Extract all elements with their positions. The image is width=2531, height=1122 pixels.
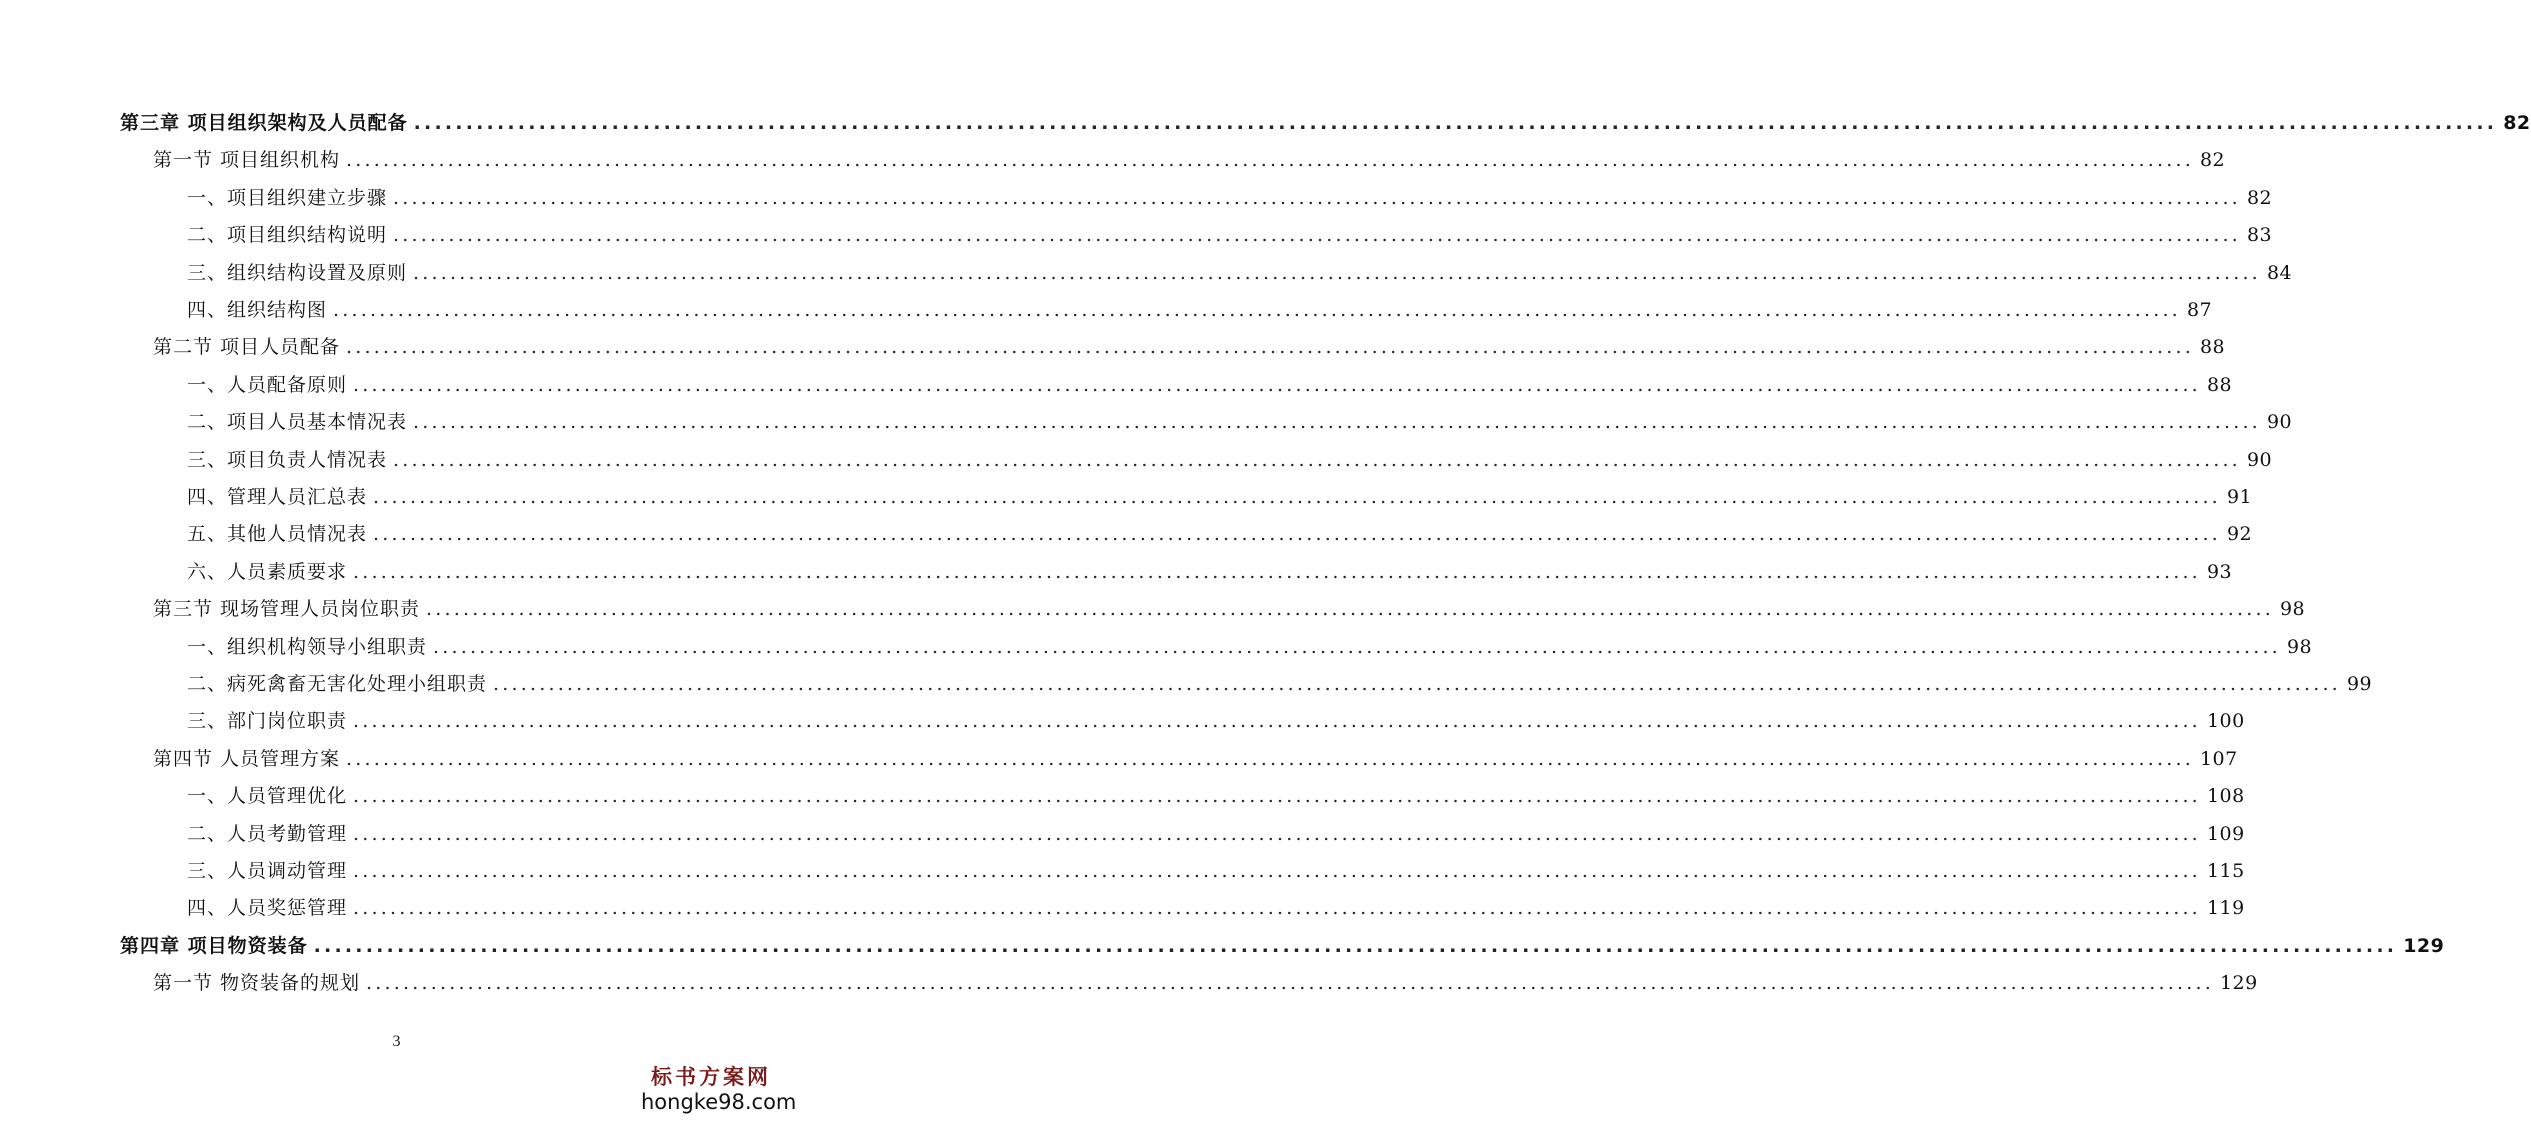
toc-entry-page: 82 — [2246, 186, 2273, 209]
toc-entry-title: 二、病死禽畜无害化处理小组职责 — [187, 673, 488, 695]
toc-entry-page: 84 — [2266, 261, 2293, 284]
toc-subsection-entry[interactable] — [187, 632, 2313, 662]
site-watermark — [641, 1064, 797, 1114]
toc-entry-page: 100 — [2206, 710, 2245, 733]
toc-entry-page: 87 — [2186, 299, 2213, 321]
toc-entry-page: 83 — [2246, 224, 2273, 247]
toc-entry-title: 四、人员奖惩管理 — [187, 897, 348, 920]
toc-entry-page: 82 — [2199, 149, 2226, 172]
toc-entry-page: 98 — [2279, 598, 2306, 621]
toc-entry-title: 第二节 项目人员配备 — [153, 336, 341, 359]
toc-entry-page: 88 — [2206, 373, 2233, 396]
toc-entry-title: 五、其他人员情况表 — [187, 523, 368, 546]
toc-dot-leader: ........................................................................................................................................................................................................ — [353, 822, 2201, 845]
toc-entry-title: 三、部门岗位职责 — [187, 710, 348, 733]
toc-dot-leader: ........................................................................................................................................................................................................ — [353, 560, 2201, 583]
toc-dot-leader: ........................................................................................................................................................................................................ — [353, 373, 2201, 396]
toc-subsection-entry[interactable] — [187, 445, 2273, 475]
toc-subsection-entry[interactable] — [187, 519, 2253, 549]
toc-entry-title: 一、人员管理优化 — [187, 785, 348, 808]
toc-section-entry[interactable] — [153, 594, 2306, 624]
watermark-title: 标书方案网 — [651, 1064, 771, 1089]
toc-entry-page: 119 — [2206, 897, 2245, 920]
toc-dot-leader: ........................................................................................................................................................................................................ — [353, 710, 2201, 733]
toc-dot-leader: ........................................................................................................................................................................................................ — [413, 261, 2261, 284]
toc-entry-title: 第四章 项目物资装备 — [120, 934, 308, 957]
toc-entry-title: 一、组织机构领导小组职责 — [187, 635, 428, 658]
toc-dot-leader: ........................................................................................................................................................................................................ — [426, 598, 2274, 621]
toc-dot-leader: ........................................................................................................................................................................................................ — [353, 897, 2201, 920]
toc-subsection-entry[interactable] — [187, 819, 2245, 849]
toc-entry-title: 四、组织结构图 — [187, 299, 328, 321]
toc-subsection-entry[interactable] — [187, 482, 2253, 512]
toc-subsection-entry[interactable] — [187, 370, 2233, 400]
toc-section-entry[interactable] — [153, 744, 2238, 774]
watermark-url: hongke98.com — [641, 1090, 797, 1114]
toc-dot-leader: ........................................................................................................................................................................................................ — [346, 747, 2194, 770]
toc-entry-page: 108 — [2206, 785, 2245, 808]
toc-chapter-entry[interactable] — [120, 931, 2445, 961]
toc-entry-title: 三、人员调动管理 — [187, 860, 348, 882]
toc-dot-leader: ........................................................................................................................................................................................................ — [313, 934, 2398, 957]
toc-entry-page: 90 — [2266, 411, 2293, 434]
toc-dot-leader: ........................................................................................................................................................................................................ — [353, 785, 2201, 808]
toc-entry-page: 129 — [2219, 972, 2258, 995]
toc-entry-title: 第三节 现场管理人员岗位职责 — [153, 598, 421, 621]
toc-entry-page: 93 — [2206, 560, 2233, 583]
toc-entry-page: 115 — [2206, 860, 2245, 882]
toc-section-entry[interactable] — [153, 145, 2226, 175]
toc-dot-leader: ........................................................................................................................................................................................................ — [413, 411, 2261, 434]
toc-section-entry[interactable] — [153, 332, 2226, 362]
toc-entry-title: 二、人员考勤管理 — [187, 822, 348, 845]
toc-entry-page: 98 — [2286, 635, 2313, 658]
toc-subsection-entry[interactable] — [187, 856, 2245, 886]
toc-dot-leader: ........................................................................................................................................................................................................ — [393, 448, 2241, 471]
toc-dot-leader: ........................................................................................................................................................................................................ — [373, 486, 2221, 508]
toc-dot-leader: ........................................................................................................................................................................................................ — [493, 673, 2341, 695]
toc-dot-leader: ........................................................................................................................................................................................................ — [413, 112, 2498, 134]
toc-subsection-entry[interactable] — [187, 706, 2245, 736]
toc-chapter-entry[interactable] — [120, 108, 2531, 138]
toc-entry-title: 四、管理人员汇总表 — [187, 486, 368, 508]
toc-entry-title: 三、项目负责人情况表 — [187, 448, 388, 471]
toc-entry-title: 一、人员配备原则 — [187, 373, 348, 396]
toc-subsection-entry[interactable] — [187, 893, 2245, 923]
toc-dot-leader: ........................................................................................................................................................................................................ — [346, 336, 2194, 359]
toc-dot-leader: ........................................................................................................................................................................................................ — [353, 860, 2201, 882]
toc-dot-leader: ........................................................................................................................................................................................................ — [346, 149, 2194, 172]
toc-entry-title: 第四节 人员管理方案 — [153, 747, 341, 770]
toc-dot-leader: ........................................................................................................................................................................................................ — [393, 224, 2241, 247]
toc-entry-title: 一、项目组织建立步骤 — [187, 186, 388, 209]
toc-entry-page: 82 — [2503, 112, 2531, 134]
toc-subsection-entry[interactable] — [187, 407, 2293, 437]
toc-subsection-entry[interactable] — [187, 220, 2273, 250]
toc-dot-leader: ........................................................................................................................................................................................................ — [393, 186, 2241, 209]
toc-subsection-entry[interactable] — [187, 295, 2213, 325]
toc-subsection-entry[interactable] — [187, 669, 2373, 699]
toc-entry-title: 三、组织结构设置及原则 — [187, 261, 408, 284]
toc-section-entry[interactable] — [153, 968, 2258, 998]
toc-subsection-entry[interactable] — [187, 781, 2245, 811]
toc-entry-title: 第三章 项目组织架构及人员配备 — [120, 112, 408, 134]
toc-dot-leader: ........................................................................................................................................................................................................ — [333, 299, 2181, 321]
toc-entry-title: 二、项目人员基本情况表 — [187, 411, 408, 434]
toc-subsection-entry[interactable] — [187, 557, 2233, 587]
toc-entry-page: 88 — [2199, 336, 2226, 359]
page-number: 3 — [392, 1033, 401, 1050]
toc-entry-page: 109 — [2206, 822, 2245, 845]
toc-entry-page: 99 — [2346, 673, 2373, 695]
toc-subsection-entry[interactable] — [187, 183, 2273, 213]
toc-entry-title: 第一节 物资装备的规划 — [153, 972, 361, 995]
toc-entry-page: 90 — [2246, 448, 2273, 471]
toc-dot-leader: ........................................................................................................................................................................................................ — [373, 523, 2221, 546]
toc-entry-title: 二、项目组织结构说明 — [187, 224, 388, 247]
toc-entry-page: 92 — [2226, 523, 2253, 546]
toc-dot-leader: ........................................................................................................................................................................................................ — [433, 635, 2281, 658]
toc-entry-title: 六、人员素质要求 — [187, 560, 348, 583]
toc-entry-title: 第一节 项目组织机构 — [153, 149, 341, 172]
toc-subsection-entry[interactable] — [187, 258, 2293, 288]
toc-entry-page: 129 — [2403, 934, 2445, 957]
toc-entry-page: 91 — [2226, 486, 2253, 508]
toc-dot-leader: ........................................................................................................................................................................................................ — [366, 972, 2214, 995]
toc-entry-page: 107 — [2199, 747, 2238, 770]
